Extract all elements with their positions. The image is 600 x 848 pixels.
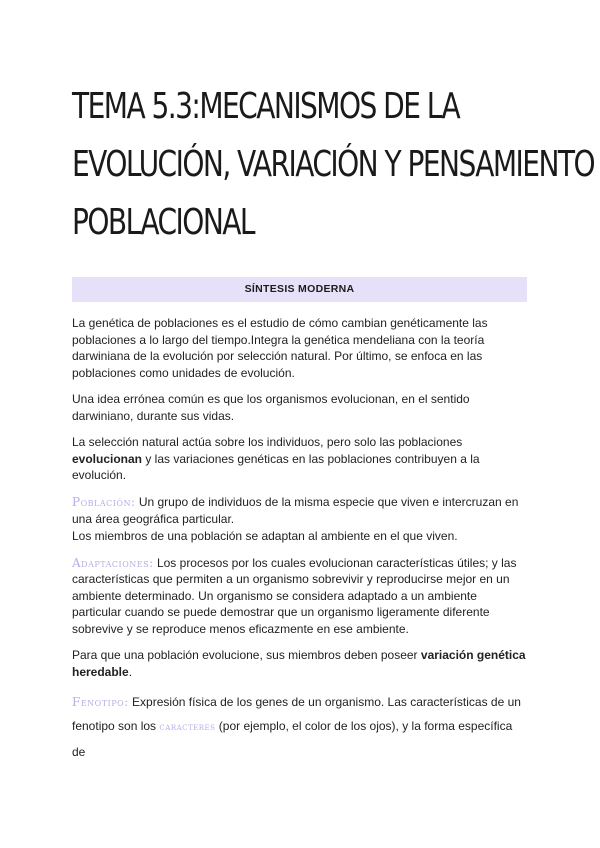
title-line-2: EVOLUCIÓN, VARIACIÓN Y PENSAMIENTO (72, 144, 595, 185)
definition-fenotipo-cont: (por ejemplo, el color de los ojos), y la forma específica de (72, 719, 513, 759)
paragraph-idea-erronea: Una idea errónea común es que los organismos evolucionan, en el sentido darwiniano, durante sus vidas. (72, 392, 470, 423)
definition-poblacion: Un grupo de individuos de la misma especie que viven e intercruzan en una área geográfica particular. (72, 494, 519, 526)
paragraph-fenotipo (72, 690, 527, 764)
term-poblacion: Población: (72, 494, 136, 509)
section-banner: SÍNTESIS MODERNA (72, 277, 527, 302)
paragraph-variacion (72, 647, 527, 680)
text-span: y las variaciones genéticas en las poblaciones contribuyen a la evolución. (72, 451, 480, 482)
bold-evolucionan: evolucionan (72, 451, 143, 466)
page-title (72, 78, 595, 252)
term-adaptaciones: Adaptaciones: (72, 555, 154, 570)
text-span: Para que una población evolucione, sus miembros deben poseer (72, 648, 421, 662)
text-span: La selección natural actúa sobre los individuos, pero solo las poblaciones (72, 435, 463, 449)
title-line-1: TEMA 5.3:MECANISMOS DE LA (72, 86, 460, 127)
paragraph-adaptaciones (72, 555, 527, 638)
title-line-3: POBLACIONAL (72, 202, 254, 243)
term-caracteres: caracteres (159, 722, 216, 733)
bold-variacion: variación genética heredable (72, 648, 526, 679)
paragraph-seleccion-natural (72, 434, 527, 484)
paragraph-poblacion (72, 494, 527, 545)
paragraph-genetica-poblaciones: La genética de poblaciones es el estudio de cómo cambian genéticamente las poblaciones a lo largo del tiempo.Integra la genética mendeliana con la teoría darwiniana de la evolución por selección natural. Por último, se enfoca en las poblaciones como unidades de evolución. (72, 316, 488, 380)
poblacion-extra: Los miembros de una población se adaptan al ambiente en el que viven. (72, 528, 458, 543)
term-fenotipo: Fenotipo: (72, 695, 129, 709)
text-span: . (128, 664, 133, 679)
body-text (72, 315, 527, 774)
definition-fenotipo: Expresión física de los genes de un organismo. Las características de un fenotipo son los (72, 695, 521, 733)
definition-adaptaciones: Los procesos por los cuales evolucionan características útiles; y las características que permiten a un organismo sobrevivir y reproducirse mejor en un ambiente determinado. Un organismo se considera adaptado a un ambiente particular cuando se puede demostrar que un organismo ligeramente diferente sobrevive y se reproduce menos eficazmente en ese ambiente. (72, 555, 517, 636)
